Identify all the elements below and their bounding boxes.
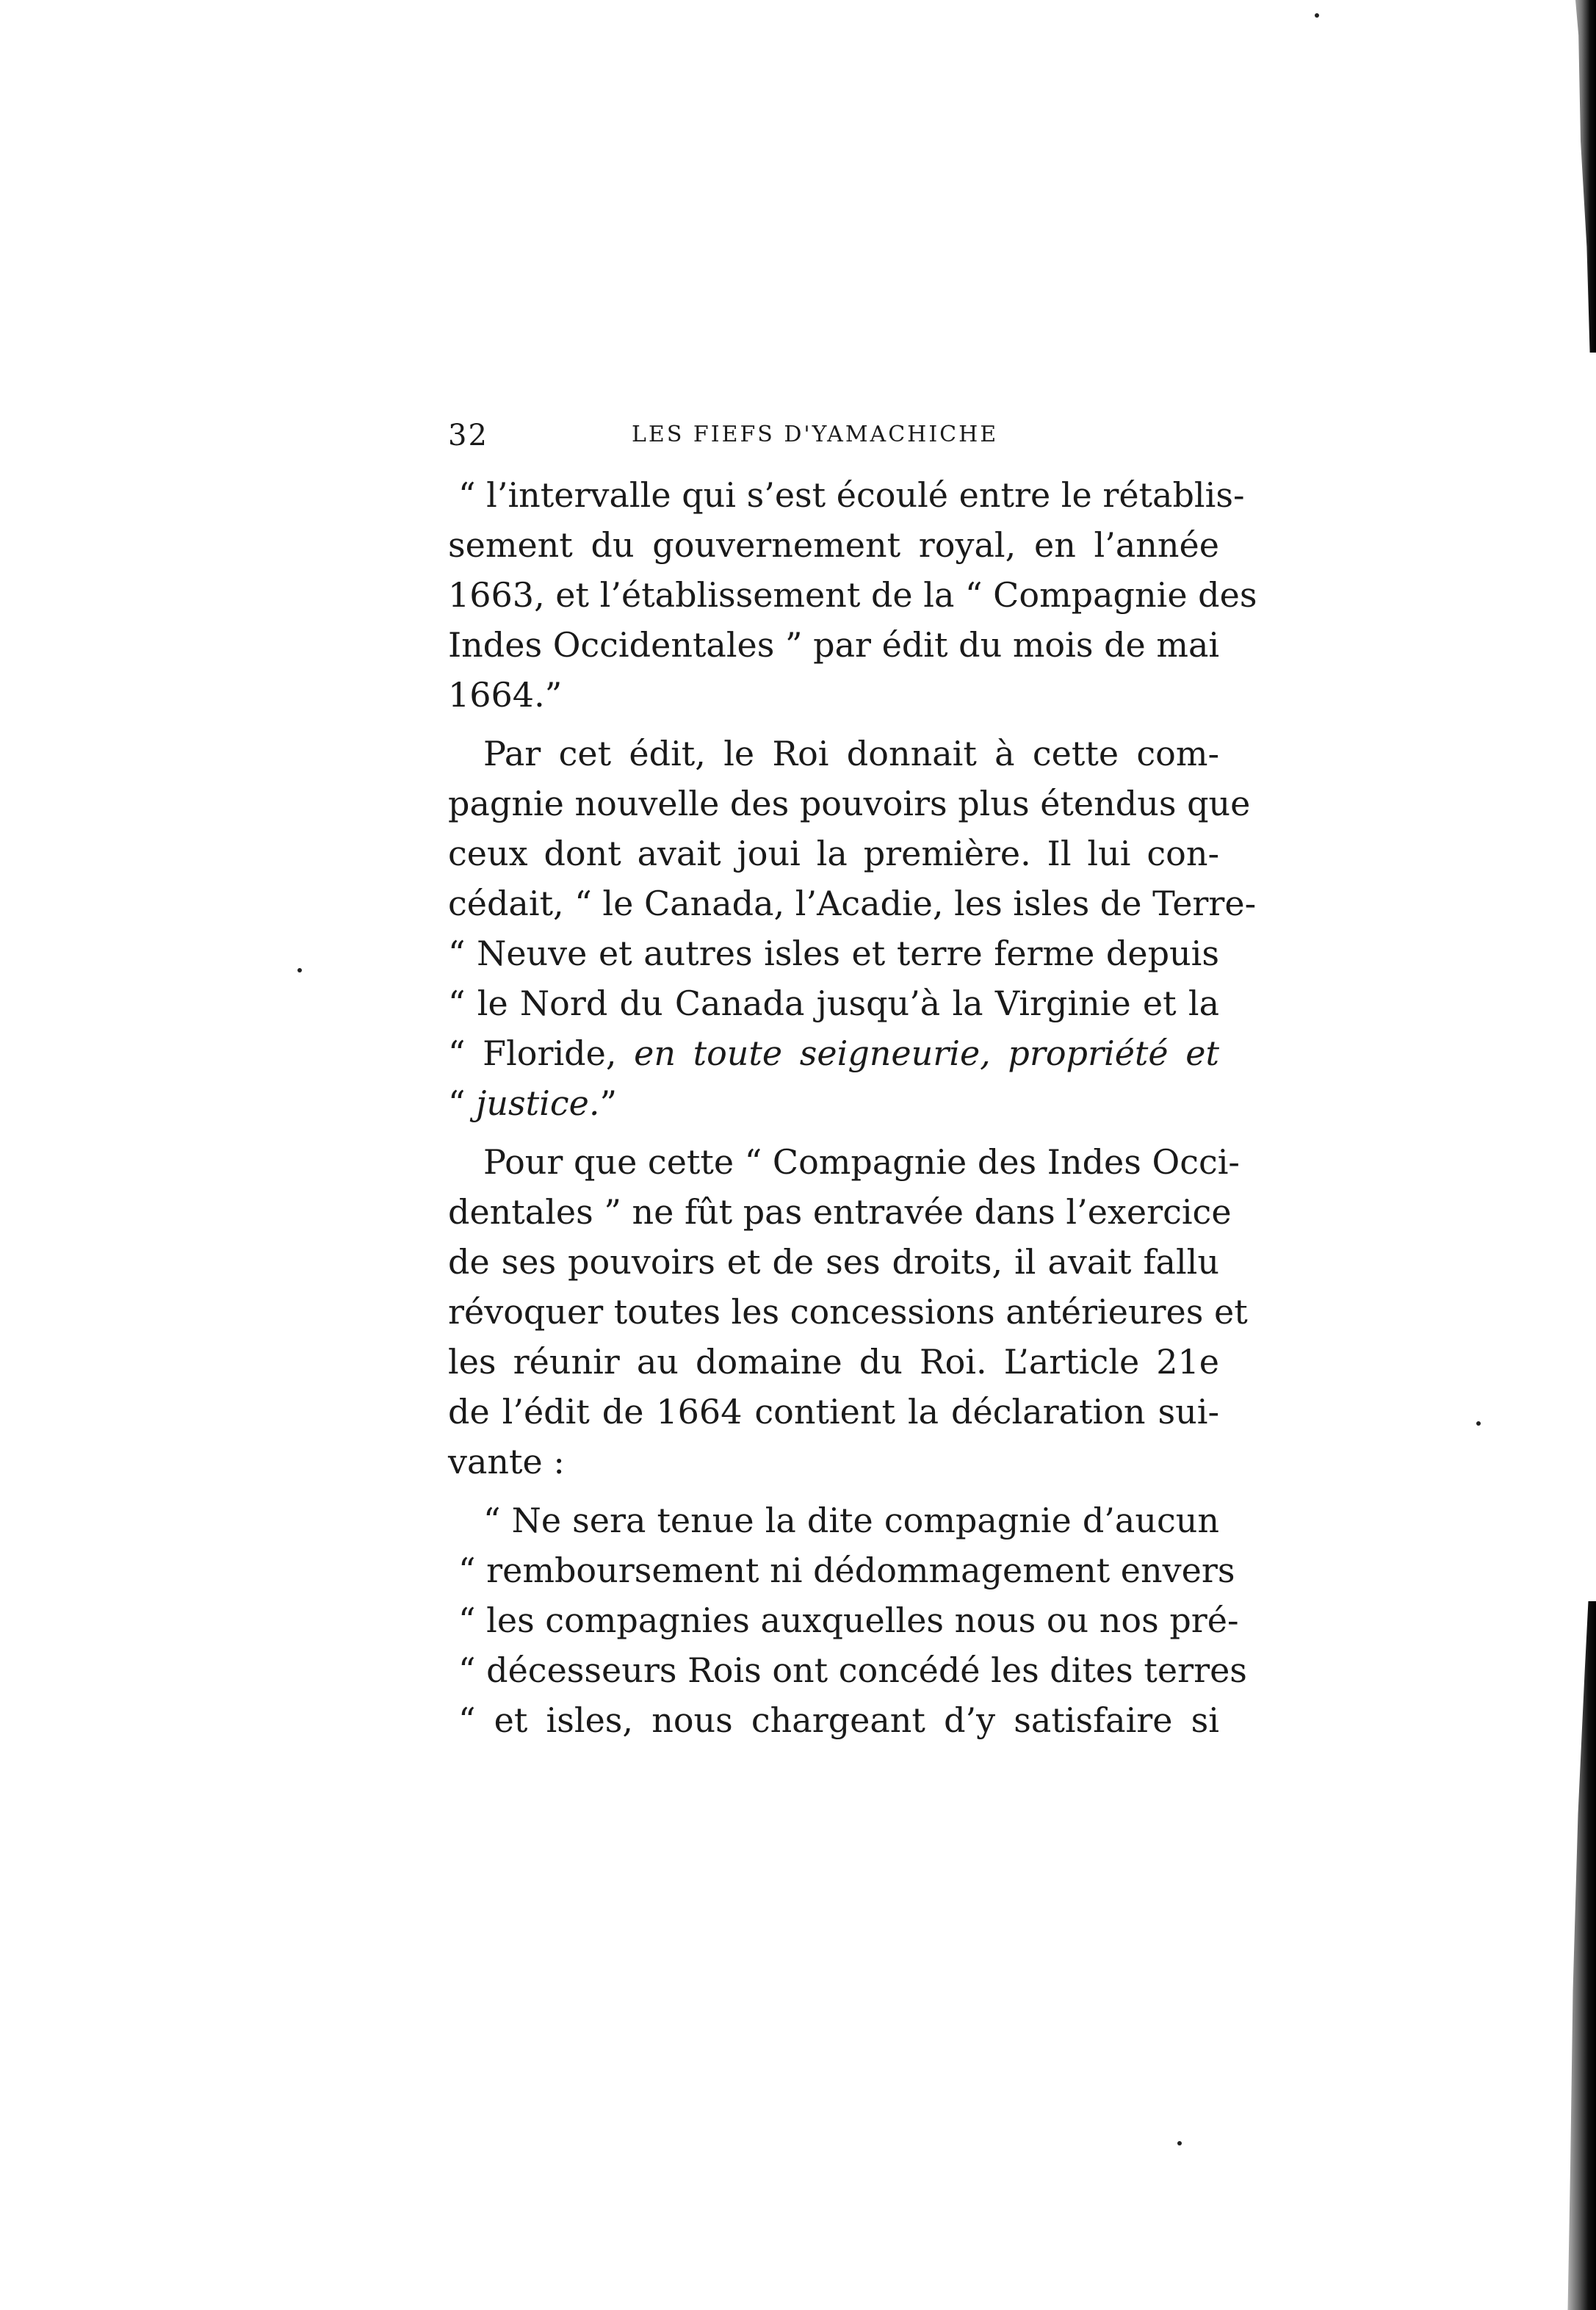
page-number: 32 [448, 419, 488, 452]
text-line: “ les compagnies auxquelles nous ou nos pré- [458, 1600, 1239, 1640]
text-line: ceux dont avait joui la première. Il lui con- [448, 834, 1219, 873]
scan-speck [297, 968, 302, 972]
italic-phrase: justice. [476, 1083, 600, 1123]
text-line-italic [448, 1078, 1219, 1128]
text-line: “ remboursement ni dédommagement envers [458, 1551, 1235, 1590]
text-line: dentales ” ne fût pas entravée dans l’exercice [448, 1192, 1232, 1232]
text-line: Indes Occidentales ” par édit du mois de mai [448, 625, 1220, 665]
running-head [448, 419, 1219, 470]
text-line-italic [448, 1028, 1219, 1078]
quote-suffix: ” [599, 1083, 617, 1123]
quote-prefix: “ Floride, [448, 1033, 635, 1073]
italic-phrase: en toute seigneurie, propriété et [634, 1033, 1219, 1073]
text-line: 1664.” [448, 675, 563, 715]
text-line: “ et isles, nous chargeant d’y satisfaire si [458, 1700, 1219, 1740]
scan-edge-bottom [1545, 1601, 1596, 2310]
text-line: vante : [448, 1442, 565, 1481]
text-line: Par cet édit, le Roi donnait à cette com- [483, 734, 1219, 773]
text-line: de ses pouvoirs et de ses droits, il avait fallu [448, 1242, 1219, 1282]
text-line: “ décesseurs Rois ont concédé les dites terres [458, 1650, 1247, 1690]
text-line: cédait, “ le Canada, l’Acadie, les isles de Terre- [448, 884, 1257, 923]
text-line: “ le Nord du Canada jusqu’à la Virginie et la [448, 983, 1219, 1023]
text-line: 1663, et l’établissement de la “ Compagnie des [448, 575, 1257, 615]
text-line: sement du gouvernement royal, en l’année [448, 525, 1219, 565]
text-line: les réunir au domaine du Roi. L’article 21e [448, 1342, 1219, 1382]
paragraph-2 [448, 729, 1257, 1128]
scan-edge-top [1545, 0, 1596, 353]
text-line: de l’édit de 1664 contient la déclaration sui- [448, 1392, 1219, 1432]
running-head-title: LES FIEFS D'YAMACHICHE [632, 422, 999, 447]
paragraph-1 [448, 470, 1257, 720]
scan-speck [1315, 13, 1319, 18]
scan-speck [1476, 1421, 1481, 1426]
text-line: révoquer toutes les concessions antérieures et [448, 1292, 1248, 1332]
scan-speck [1177, 2141, 1182, 2145]
body-text [448, 470, 1257, 1745]
book-page [448, 419, 1257, 1745]
text-line: “ Neuve et autres isles et terre ferme depuis [448, 934, 1219, 973]
text-line: pagnie nouvelle des pouvoirs plus étendus que [448, 784, 1251, 823]
text-line: “ Ne sera tenue la dite compagnie d’aucun [483, 1501, 1219, 1540]
text-line: Pour que cette “ Compagnie des Indes Occi- [483, 1142, 1240, 1182]
paragraph-3 [448, 1137, 1248, 1487]
text-line: “ l’intervalle qui s’est écoulé entre le rétablis- [458, 475, 1245, 515]
quote-prefix: “ [448, 1083, 477, 1123]
paragraph-4 [448, 1495, 1247, 1745]
